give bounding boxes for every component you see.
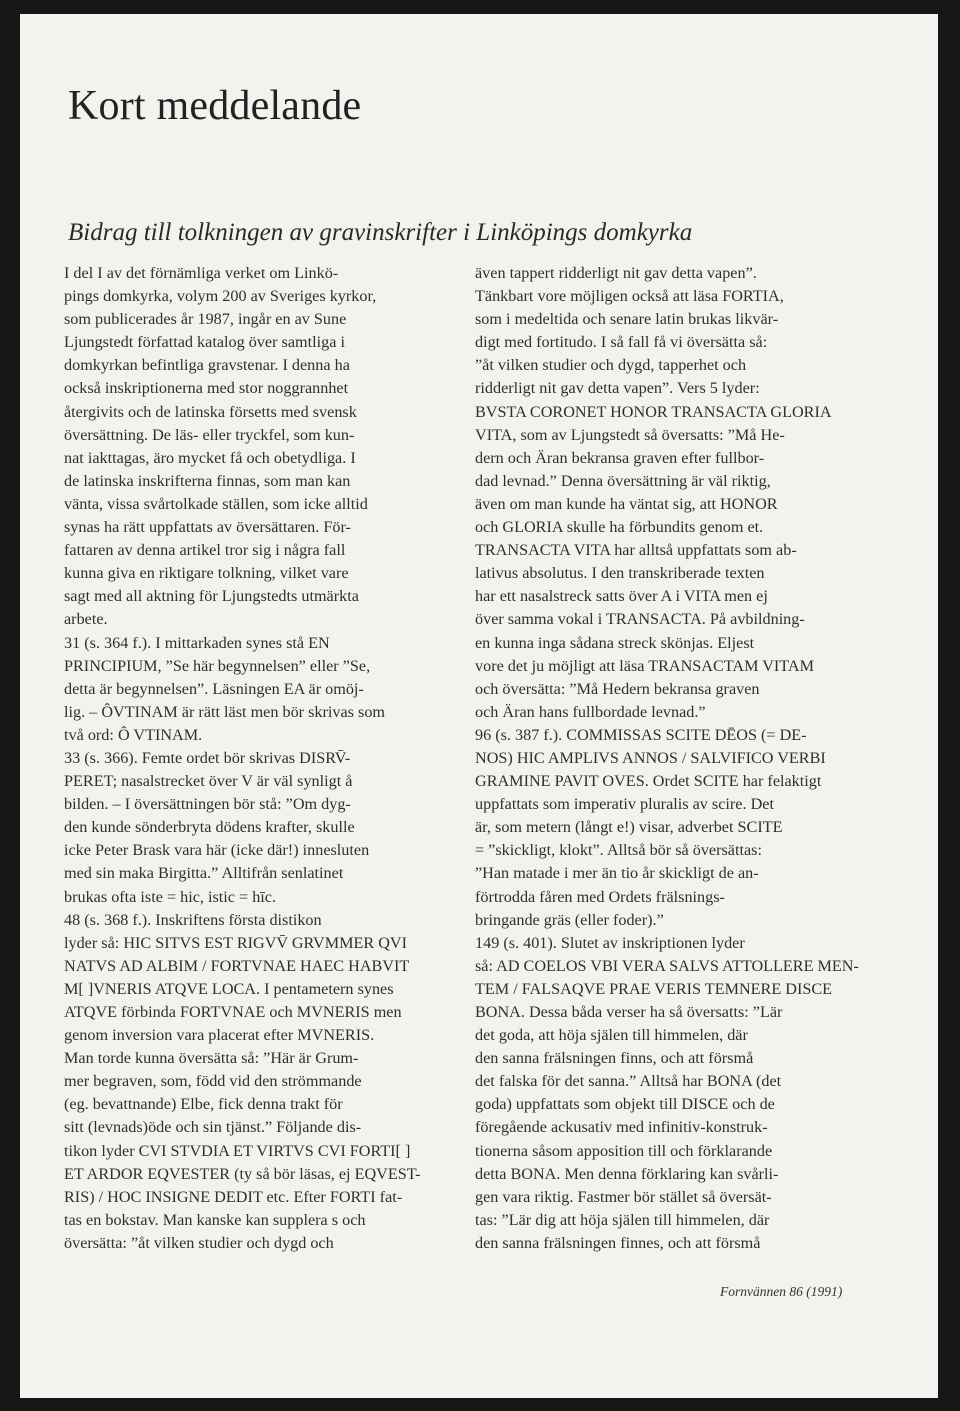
text-line: mer begraven, som, född vid den strömmande: [64, 1072, 362, 1091]
text-line: förtrodda fåren med Ordets frälsnings-: [475, 887, 725, 906]
text-line: tionerna såsom apposition till och förklarande: [475, 1141, 773, 1160]
text-line: en kunna inga sådana streck skönjas. Eljest: [475, 633, 755, 652]
text-line: översätta: ”åt vilken studier och dygd och: [64, 1233, 334, 1252]
text-line: domkyrkan befintliga gravstenar. I denna ha: [64, 356, 350, 375]
text-line: = ”skickligt, klokt”. Alltså bör så översättas:: [475, 841, 762, 860]
text-line: NATVS AD ALBIM / FORTVNAE HAEC HABVIT: [64, 956, 410, 975]
text-line: dad levnad.” Denna översättning är väl riktig,: [475, 471, 771, 490]
text-line: detta är begynnelsen”. Läsningen EA är omöj-: [64, 679, 364, 698]
text-line: som i medeltida och senare latin brukas likvär-: [475, 310, 779, 329]
text-line: även tappert ridderligt nit gav detta vapen”.: [475, 264, 757, 282]
text-line: lig. – ÔVTINAM är rätt läst men bör skrivas som: [64, 702, 385, 721]
text-line: som publicerades år 1987, ingår en av Sune: [64, 310, 347, 329]
text-line: sitt (levnads)öde och sin tjänst.” Följande dis-: [64, 1118, 362, 1137]
text-line: RIS) / HOC INSIGNE DEDIT etc. Efter FORTI fat-: [64, 1187, 403, 1206]
text-line: pings domkyrka, volym 200 av Sveriges kyrkor,: [64, 287, 377, 306]
text-line: översättning. De läs- eller tryckfel, som kun-: [64, 425, 355, 444]
text-line: ATQVE förbinda FORTVNAE och MVNERIS men: [64, 1003, 402, 1021]
text-line: nat iakttagas, äro mycket få och obetydliga. I: [64, 448, 356, 467]
text-line: vore det ju möjligt att läsa TRANSACTAM VITAM: [475, 656, 814, 675]
text-line: dern och Äran bekransa graven efter fullbor-: [475, 448, 765, 467]
text-line: BVSTA CORONET HONOR TRANSACTA GLORIA: [475, 402, 832, 421]
text-line: och Äran hans fullbordade levnad.”: [475, 702, 706, 721]
text-line: Man torde kunna översätta så: ”Här är Grum-: [64, 1049, 359, 1068]
text-line: tas en bokstav. Man kanske kan supplera s och: [64, 1210, 366, 1229]
text-line: genom inversion vara placerat efter MVNERIS.: [64, 1026, 375, 1045]
text-line: detta BONA. Men denna förklaring kan svårli-: [475, 1164, 779, 1183]
journal-footer: Fornvännen 86 (1991): [720, 1284, 843, 1299]
text-line: 33 (s. 366). Femte ordet bör skrivas DISRV̄-: [64, 748, 351, 767]
text-line: också inskriptionerna med stor noggrannhet: [64, 379, 349, 398]
text-line: även om man kunde ha väntat sig, att HONOR: [475, 494, 778, 513]
text-line: Tänkbart vore möjligen också att läsa FORTIA,: [475, 287, 784, 306]
text-line: ridderligt nit gav detta vapen”. Vers 5 lyder:: [475, 379, 760, 398]
text-line: VITA, som av Ljungstedt så översatts: ”Må He-: [475, 425, 785, 444]
text-line: det falska för det sanna.” Alltså har BONA (det: [475, 1072, 782, 1091]
text-line: PRINCIPIUM, ”Se här begynnelsen” eller ”Se,: [64, 656, 371, 675]
text-line: sagt med all aktning för Ljungstedts utmärkta: [64, 587, 359, 606]
text-line: ”åt vilken studier och dygd, tapperhet och: [475, 356, 747, 375]
text-line: lyder så: HIC SITVS EST RIGVV̄ GRVMMER QVI: [64, 933, 407, 952]
text-line: det goda, att höja själen till himmelen, där: [475, 1026, 748, 1045]
text-line: återgivits och de latinska försetts med svensk: [64, 402, 357, 421]
text-line: brukas ofta iste = hic, istic = hīc.: [64, 887, 277, 906]
text-line: arbete.: [64, 610, 108, 629]
text-line: 31 (s. 364 f.). I mittarkaden synes stå EN: [64, 633, 330, 652]
text-line: bringande gräs (eller foder).”: [475, 910, 664, 929]
text-line: tikon lyder CVI STVDIA ET VIRTVS CVI FORTI[ ]: [64, 1141, 411, 1160]
text-column-right: [475, 262, 859, 1255]
text-line: kunna giva en riktigare tolkning, vilket vare: [64, 564, 349, 583]
text-line: goda) uppfattats som objekt till DISCE och de: [475, 1095, 775, 1114]
text-line: den sanna frälsningen finns, och att försmå: [475, 1049, 754, 1068]
article-page: [20, 14, 938, 1398]
text-line: vänta, vissa svårtolkade ställen, som icke alltid: [64, 494, 368, 513]
text-line: tas: ”Lär dig att höja själen till himmelen, där: [475, 1210, 770, 1229]
text-line: NOS) HIC AMPLIVS ANNOS / SALVIFICO VERBI: [475, 748, 826, 767]
text-line: (eg. bevattnande) Elbe, fick denna trakt för: [64, 1095, 343, 1114]
text-line: 48 (s. 368 f.). Inskriftens första distikon: [64, 910, 322, 929]
text-line: GRAMINE PAVIT OVES. Ordet SCITE har felaktigt: [475, 772, 822, 791]
text-line: fattaren av denna artikel tror sig i några fall: [64, 541, 346, 560]
text-line: den kunde sönderbryta dödens krafter, skulle: [64, 818, 355, 837]
text-line: har ett nasalstreck satts över A i VITA men ej: [475, 587, 768, 606]
text-line: den sanna frälsningen finnes, och att försmå: [475, 1233, 761, 1252]
text-line: BONA. Dessa båda verser ha så översatts: ”Lär: [475, 1003, 783, 1021]
text-line: M[ ]VNERIS ATQVE LOCA. I pentametern synes: [64, 979, 394, 998]
text-line: och översätta: ”Må Hedern bekransa graven: [475, 679, 760, 698]
text-line: gen vara riktig. Fastmer bör stället så översät-: [475, 1187, 772, 1206]
text-line: med sin maka Birgitta.” Alltifrån senlatinet: [64, 864, 344, 883]
text-line: icke Peter Brask vara här (icke där!) innesluten: [64, 841, 370, 860]
text-line: lativus absolutus. I den transkriberade texten: [475, 564, 765, 583]
text-line: digt med fortitudo. I så fall få vi översätta så:: [475, 333, 768, 352]
text-line: så: AD COELOS VBI VERA SALVS ATTOLLERE MEN-: [475, 956, 859, 975]
text-line: över samma vokal i TRANSACTA. På avbildning-: [475, 610, 805, 629]
text-line: I del I av det förnämliga verket om Linkö-: [64, 264, 339, 282]
text-line: ET ARDOR EQVESTER (ty så bör läsas, ej EQVEST-: [64, 1164, 421, 1183]
text-line: TEM / FALSAQVE PRAE VERIS TEMNERE DISCE: [475, 979, 833, 998]
text-line: föregående ackusativ med infinitiv-konstruk-: [475, 1118, 768, 1137]
text-line: bilden. – I översättningen bör stå: ”Om dyg-: [64, 795, 351, 814]
text-line: Ljungstedt författad katalog över samtliga i: [64, 333, 345, 352]
text-line: uppfattats som imperativ pluralis av scire. Det: [475, 795, 774, 814]
text-line: TRANSACTA VITA har alltså uppfattats som ab-: [475, 541, 797, 560]
text-line: 96 (s. 387 f.). COMMISSAS SCITE DĒOS (= DE-: [475, 725, 807, 744]
article-title: Bidrag till tolkningen av gravinskrifter i Linköpings domkyrka: [68, 219, 693, 246]
text-line: de latinska inskrifterna finnas, som man kan: [64, 471, 351, 490]
text-line: och GLORIA skulle ha förbundits genom et.: [475, 518, 764, 537]
text-line: synas ha rätt uppfattats av översättaren. För-: [64, 518, 351, 537]
text-line: två ord: Ô VTINAM.: [64, 725, 203, 744]
text-line: 149 (s. 401). Slutet av inskriptionen lyder: [475, 933, 745, 952]
text-line: PERET; nasalstrecket över V är väl synligt å: [64, 772, 353, 791]
text-column-left: [64, 262, 448, 1255]
text-line: ”Han matade i mer än tio år skickligt de an-: [475, 864, 759, 883]
text-line: är, som metern (långt e!) visar, adverbet SCITE: [475, 818, 783, 837]
section-heading: Kort meddelande: [68, 83, 362, 129]
